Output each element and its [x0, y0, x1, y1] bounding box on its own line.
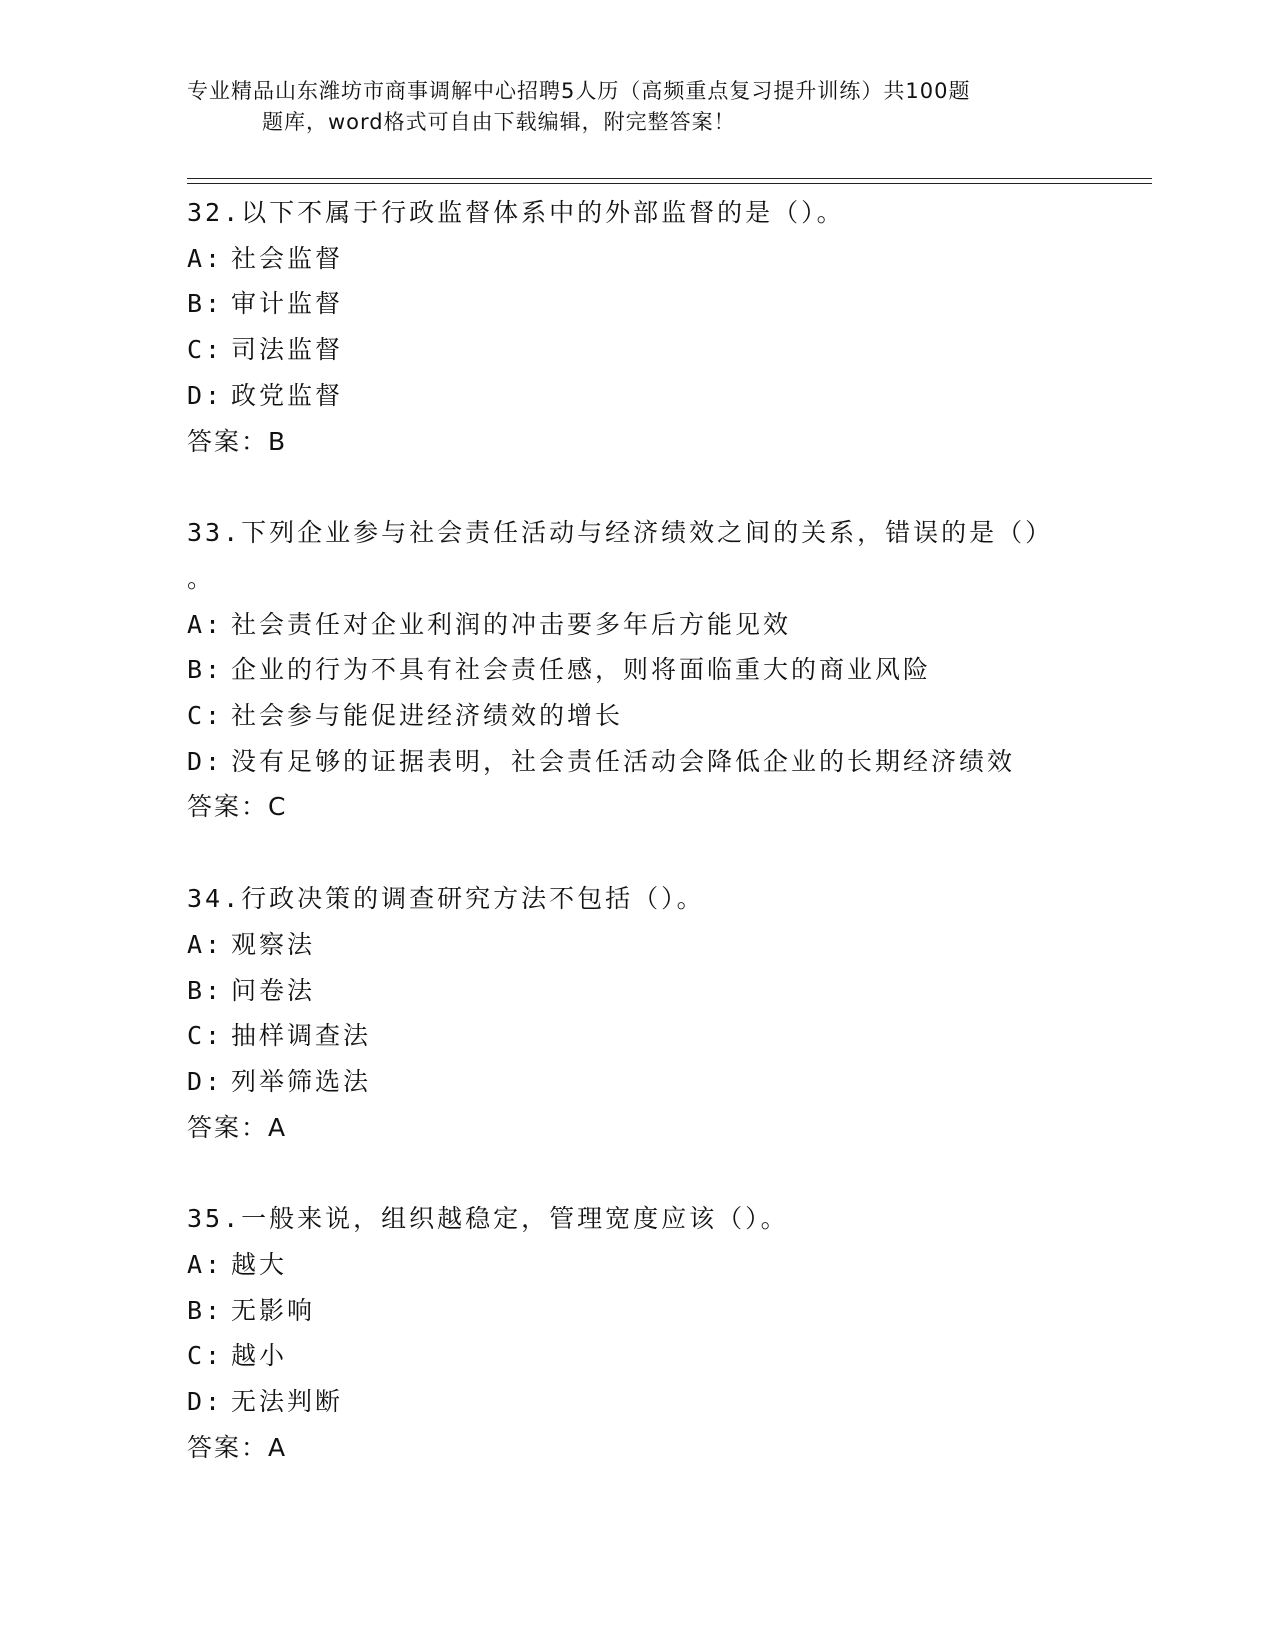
option-c: [187, 693, 1087, 739]
option-letter: B:: [187, 975, 224, 1005]
answer-label: 答案：A: [187, 1432, 288, 1462]
option-letter: A:: [187, 609, 224, 639]
option-b: [187, 647, 1087, 693]
option-text: 无法判断: [231, 1387, 344, 1417]
option-letter: C:: [187, 1021, 224, 1051]
option-c: [187, 1333, 1087, 1379]
question-stem: 34.行政决策的调查研究方法不包括（）。: [187, 884, 705, 914]
question-stem: 33.下列企业参与社会责任活动与经济绩效之间的关系，错误的是（）: [187, 518, 1054, 548]
option-letter: D:: [187, 380, 224, 410]
option-text: 无影响: [231, 1295, 316, 1325]
option-text: 政党监督: [231, 380, 344, 410]
option-text: 企业的行为不具有社会责任感，则将面临重大的商业风险: [231, 655, 932, 685]
option-letter: D:: [187, 746, 224, 776]
option-a: [187, 1242, 1087, 1288]
option-text: 社会责任对企业利润的冲击要多年后方能见效: [231, 609, 792, 639]
option-letter: A:: [187, 929, 224, 959]
option-text: 抽样调查法: [231, 1021, 372, 1051]
question-stem: 35.一般来说，组织越稳定，管理宽度应该（）。: [187, 1204, 789, 1234]
option-letter: B:: [187, 289, 224, 319]
answer-label: 答案：C: [187, 792, 288, 822]
header-divider-top: [187, 178, 1152, 179]
question-33: [187, 510, 1087, 830]
option-text: 社会参与能促进经济绩效的增长: [231, 701, 624, 731]
option-text: 没有足够的证据表明，社会责任活动会降低企业的长期经济绩效: [231, 746, 1016, 776]
option-letter: D:: [187, 1387, 224, 1417]
option-b: [187, 1288, 1087, 1334]
option-letter: A:: [187, 243, 224, 273]
question-35: [187, 1196, 1087, 1470]
header-title-line-2: 题库，word格式可自由下载编辑，附完整答案！: [262, 110, 736, 134]
answer-label: 答案：B: [187, 426, 288, 456]
option-letter: C:: [187, 1341, 224, 1371]
header-title-line-1: 专业精品山东潍坊市商事调解中心招聘5人历（高频重点复习提升训练）共100题: [187, 79, 971, 103]
option-b: [187, 968, 1087, 1014]
option-b: [187, 281, 1087, 327]
option-letter: D:: [187, 1066, 224, 1096]
option-letter: C:: [187, 701, 224, 731]
option-text: 越小: [231, 1341, 288, 1371]
option-c: [187, 1013, 1087, 1059]
option-d: [187, 1059, 1087, 1105]
option-a: [187, 236, 1087, 282]
option-text: 越大: [231, 1250, 288, 1280]
option-letter: B:: [187, 655, 224, 685]
option-d: [187, 373, 1087, 419]
question-stem-continuation: 。: [187, 563, 216, 593]
option-text: 观察法: [231, 929, 316, 959]
option-text: 审计监督: [231, 289, 344, 319]
option-a: [187, 602, 1087, 648]
question-list: [187, 190, 1087, 1517]
question-stem: 32.以下不属于行政监督体系中的外部监督的是（）。: [187, 198, 845, 227]
document-header: [187, 76, 1087, 138]
option-text: 社会监督: [231, 243, 344, 273]
option-letter: C:: [187, 335, 224, 365]
question-32: [187, 190, 1087, 464]
option-c: [187, 327, 1087, 373]
option-d: [187, 739, 1087, 785]
answer-label: 答案：A: [187, 1112, 288, 1142]
option-text: 司法监督: [231, 335, 344, 365]
option-d: [187, 1379, 1087, 1425]
header-divider-bottom: [187, 183, 1152, 184]
option-a: [187, 922, 1087, 968]
option-text: 列举筛选法: [231, 1066, 372, 1096]
option-letter: A:: [187, 1250, 224, 1280]
option-letter: B:: [187, 1295, 224, 1325]
question-34: [187, 876, 1087, 1150]
option-text: 问卷法: [231, 975, 316, 1005]
